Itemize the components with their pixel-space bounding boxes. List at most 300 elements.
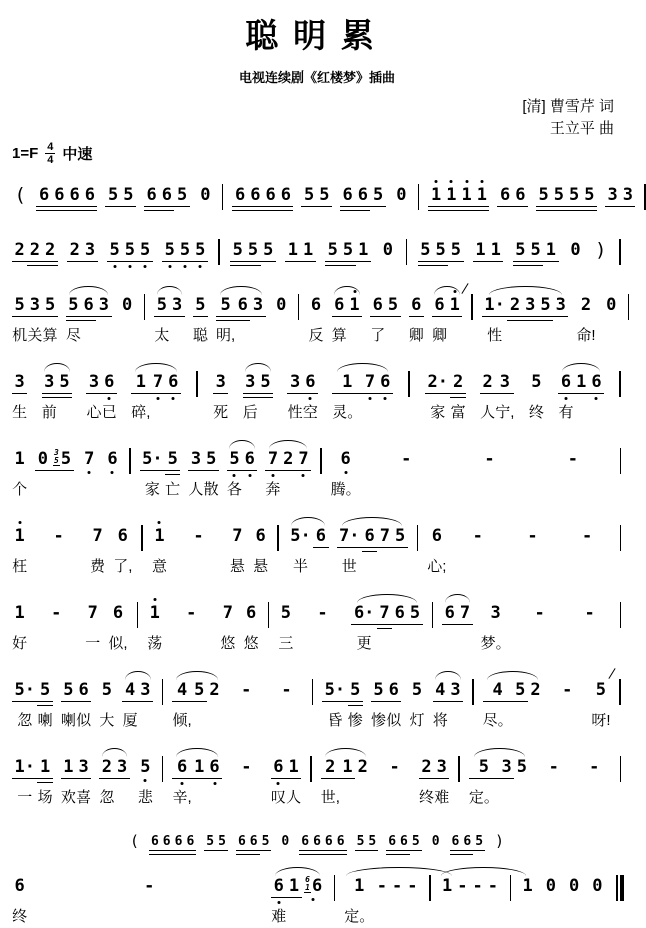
note — [362, 372, 377, 424]
lyric-text: 已 — [101, 404, 117, 421]
note — [313, 526, 328, 578]
barline — [162, 756, 164, 782]
octave-dot-high — [353, 290, 356, 293]
note-group — [152, 516, 167, 578]
underline-zone — [107, 260, 122, 270]
underline-zone — [86, 392, 101, 402]
note-digit: 6 — [246, 603, 257, 623]
note-digit: - — [582, 526, 593, 546]
note-digit: 5 — [368, 834, 377, 849]
note — [457, 603, 472, 655]
note-group — [287, 362, 318, 424]
slur-arc — [487, 671, 538, 680]
note — [409, 295, 424, 347]
note-digit: 3 — [450, 680, 461, 700]
note — [37, 680, 52, 732]
note — [207, 680, 222, 732]
note-digit: 6 — [315, 526, 327, 546]
octave-dot-low — [144, 265, 147, 268]
underline-zone — [188, 469, 203, 479]
note-group — [230, 230, 276, 270]
underline-zone — [582, 623, 597, 633]
note-digit: 6 — [324, 834, 333, 849]
note-group — [85, 593, 100, 655]
paren-text: ) — [595, 239, 607, 261]
note-digit: 5 — [373, 680, 384, 700]
note-digit: 6 — [112, 603, 124, 623]
underline-zone — [245, 260, 260, 270]
lyric-text: 算 — [42, 327, 58, 344]
underline-zone — [248, 849, 260, 857]
note — [166, 372, 181, 424]
note — [230, 240, 245, 270]
note-group — [480, 362, 514, 424]
note-digit: 7 — [222, 603, 234, 623]
barline — [162, 679, 164, 705]
note-digit: 1 — [152, 526, 167, 546]
underline-zone — [235, 315, 250, 325]
underline-zone — [248, 205, 263, 215]
note — [551, 185, 566, 215]
duration-dash-group — [230, 670, 262, 732]
note-digit: 1 — [358, 240, 369, 260]
note-digit: - — [376, 876, 387, 896]
underline-zone — [159, 205, 174, 215]
note-digit: 1 — [147, 603, 162, 623]
duration-dash — [51, 526, 66, 578]
underline-zone — [192, 700, 207, 710]
note-digit: 2 — [482, 372, 493, 392]
note-digit: 3 — [172, 295, 183, 315]
note-digit: 1 — [288, 876, 300, 896]
underline-zone — [191, 546, 206, 556]
note — [311, 834, 323, 857]
note-group — [61, 670, 92, 732]
note-group — [331, 439, 361, 501]
note — [332, 372, 362, 424]
note-digit: 5· — [142, 449, 163, 469]
underline-zone — [239, 777, 254, 787]
paren-glyph — [128, 834, 141, 857]
underline-zone — [82, 205, 97, 215]
note-digit: 6 — [265, 185, 276, 205]
underline-zone — [495, 392, 514, 402]
note — [301, 185, 316, 215]
note-group — [244, 593, 259, 655]
underline-zone — [351, 623, 376, 633]
note-digit: 6 — [107, 449, 118, 469]
underline-zone — [243, 392, 258, 402]
underline-zone — [323, 849, 335, 857]
lyric-text: 前 — [41, 404, 57, 421]
note — [450, 834, 462, 857]
note-digit: 5 — [179, 240, 191, 260]
note — [170, 295, 185, 347]
tempo-marking: 中速 — [62, 146, 93, 163]
underline-zone — [488, 260, 503, 270]
barline — [298, 294, 300, 320]
underline-zone — [51, 546, 66, 556]
note-digit: 5 — [478, 757, 490, 777]
underline-zone — [184, 623, 199, 633]
underline-zone — [260, 849, 272, 857]
underline-zone — [370, 205, 385, 215]
note-digit: 5 — [14, 295, 25, 315]
note-group — [12, 362, 27, 424]
lyric-text: 一 — [85, 635, 101, 652]
note-digit: 5 — [387, 295, 399, 315]
parenthesis — [593, 230, 609, 270]
note-group — [213, 362, 228, 424]
underline-zone — [204, 469, 219, 479]
song-subtitle: 电视连续剧《红楼梦》插曲 — [238, 70, 395, 85]
duration-dash-group — [509, 516, 556, 578]
underline-zone — [331, 469, 361, 479]
note — [370, 185, 385, 215]
note-digit: 5· — [14, 680, 35, 700]
underline-zone — [102, 392, 117, 402]
rest-note — [198, 185, 213, 215]
underline-zone — [528, 260, 543, 270]
barline — [144, 294, 146, 320]
octave-dot-high — [158, 521, 161, 524]
note-group — [36, 175, 97, 215]
underline-zone — [43, 260, 58, 270]
underline-zone — [593, 260, 609, 270]
note — [427, 526, 446, 578]
note-group — [42, 362, 73, 424]
note — [296, 449, 311, 501]
note-digit: 5 — [280, 603, 292, 623]
note-digit: 3 — [14, 372, 25, 392]
underline-zone — [507, 315, 522, 325]
note-group — [299, 824, 346, 857]
note — [51, 449, 74, 501]
note-digit: 4 — [435, 680, 446, 700]
note — [322, 680, 347, 732]
underline-zone — [263, 205, 278, 215]
note-digit: 7 — [459, 603, 471, 623]
note-digit: 0 — [122, 295, 133, 315]
lyric-text: 各 — [226, 481, 242, 498]
note-digit: 2 — [45, 240, 56, 260]
underline-zone — [574, 392, 589, 402]
duration-dash — [49, 603, 64, 655]
underline-zone — [513, 260, 528, 270]
note-digit: - — [241, 757, 252, 777]
underline-zone — [315, 623, 330, 633]
slur-arc — [135, 363, 177, 372]
parenthesis — [128, 824, 141, 857]
note — [495, 372, 514, 424]
lyric-text: 了 — [370, 327, 386, 344]
note-digit: 6 — [444, 603, 455, 623]
underline-zone — [12, 777, 37, 787]
octave-dot-low — [213, 782, 216, 785]
note — [589, 372, 604, 424]
lyric-text: 亡 — [165, 481, 181, 498]
note-digit: 6 — [176, 757, 188, 777]
slur-arc — [435, 671, 461, 680]
slur-arc — [275, 867, 320, 876]
note-group — [419, 747, 450, 809]
underline-zone — [227, 469, 242, 479]
note — [288, 526, 313, 578]
note — [499, 757, 514, 809]
note-digit: 5 — [538, 185, 549, 205]
underline-zone — [114, 777, 129, 787]
note — [76, 680, 91, 732]
duration-dash — [142, 876, 157, 928]
note — [340, 185, 355, 215]
note-group — [12, 593, 27, 655]
lyric-text: 难 — [434, 789, 450, 806]
note-group — [380, 230, 395, 270]
note-digit: 1 — [545, 240, 556, 260]
note-digit: 5 — [68, 295, 79, 315]
note — [27, 295, 42, 347]
underline-zone — [122, 700, 137, 710]
note — [497, 185, 512, 215]
note — [278, 603, 293, 655]
underline-zone — [131, 392, 150, 402]
barline — [218, 239, 220, 265]
note-digit: 6 — [54, 185, 65, 205]
note — [398, 834, 410, 857]
duration-dash-group — [35, 593, 77, 655]
underline-zone — [470, 896, 485, 906]
underline-zone — [567, 896, 582, 906]
underline-zone — [605, 205, 620, 215]
note-group — [138, 747, 153, 809]
note-digit: 3 — [555, 295, 566, 315]
note-digit: 5 — [475, 834, 484, 849]
note-digit: 1 — [135, 372, 146, 392]
note — [348, 680, 363, 732]
duration-dash — [565, 449, 580, 501]
note-digit: 6 — [463, 834, 472, 849]
octave-dot-high — [153, 598, 156, 601]
note-group — [105, 439, 120, 501]
note-group — [442, 593, 473, 655]
note-digit: 2 — [29, 240, 40, 260]
note-digit: 3 — [215, 372, 226, 392]
note-group — [107, 230, 153, 270]
underline-zone — [174, 205, 189, 215]
underline-zone — [560, 700, 575, 710]
note-digit: - — [392, 876, 403, 896]
note-digit: 1 — [303, 240, 314, 260]
note-group — [188, 439, 219, 501]
note-group — [35, 439, 73, 501]
note — [286, 757, 301, 809]
underline-zone — [448, 700, 463, 710]
duration-dash-group — [569, 593, 611, 655]
note-digit: 6 1 6 — [305, 875, 323, 896]
lyric-text: 费 — [90, 558, 106, 575]
underline-zone — [604, 315, 619, 325]
note-group — [418, 230, 464, 270]
note — [308, 295, 323, 347]
note — [242, 449, 257, 501]
underline-zone — [440, 896, 455, 906]
underline-zone — [99, 700, 114, 710]
underline-zone — [230, 546, 245, 556]
note-digit: - — [589, 757, 600, 777]
note-digit: 6 — [244, 449, 255, 469]
note-digit: 3 — [490, 603, 501, 623]
note — [448, 680, 463, 732]
note-digit: 2 — [530, 680, 541, 700]
note — [149, 834, 161, 857]
note-digit: 1 — [576, 372, 587, 392]
note — [81, 295, 96, 347]
duration-dash — [532, 603, 547, 655]
note — [253, 526, 268, 578]
note — [355, 185, 370, 215]
note-digit: 5 — [411, 680, 423, 700]
rest-note — [590, 876, 605, 928]
slur-arc — [337, 363, 388, 372]
note-digit: 6 — [434, 295, 445, 315]
underline-zone — [285, 260, 300, 270]
note — [325, 240, 340, 270]
barline — [429, 875, 431, 901]
underline-zone — [553, 315, 568, 325]
note-digit: 1 — [447, 295, 462, 315]
lyric-text: 更 — [356, 635, 372, 652]
underline-zone — [497, 205, 512, 215]
lyric-text: 世 — [341, 558, 357, 575]
underline-zone — [483, 700, 513, 710]
underline-zone — [582, 205, 597, 215]
note-digit: 6 — [273, 876, 284, 896]
underline-zone — [433, 260, 448, 270]
note-digit: - — [584, 603, 595, 623]
slur-arc — [44, 363, 70, 372]
lyric-text: 终 — [419, 789, 435, 806]
note-digit: 5 — [540, 295, 551, 315]
note-digit: 6· — [353, 603, 375, 623]
key-signature-line — [6, 142, 628, 165]
note-digit: 3 — [44, 372, 55, 392]
octave-dot-low — [248, 474, 251, 477]
note-group — [67, 230, 98, 270]
note-digit: 5 — [593, 680, 608, 700]
octave-dot-low — [564, 397, 567, 400]
note — [434, 757, 449, 809]
underline-zone — [407, 623, 422, 633]
lyric-text: 心; — [427, 558, 447, 575]
underline-zone — [61, 777, 76, 787]
note — [154, 295, 169, 347]
note-digit: 5 — [101, 680, 112, 700]
underline-zone — [473, 260, 488, 270]
composer-credit: 王立平 曲 — [549, 120, 614, 137]
note-digit: 2 — [357, 757, 368, 777]
underline-zone — [340, 777, 355, 787]
note — [192, 680, 207, 732]
underline-zone — [558, 392, 573, 402]
note-digit: 6 — [591, 372, 602, 392]
note — [440, 876, 455, 928]
lyric-text: 难 — [271, 908, 287, 925]
note-digit: 5 — [140, 240, 151, 260]
note-group — [536, 175, 597, 215]
note-group — [590, 866, 605, 928]
music-system — [8, 866, 626, 928]
note-digit: - — [281, 680, 292, 700]
underline-zone — [580, 546, 595, 556]
credits-block — [6, 96, 628, 140]
note-digit: 0 — [606, 295, 617, 315]
underline-zone — [303, 392, 318, 402]
slur-arc — [291, 517, 325, 526]
note — [82, 449, 97, 501]
underline-zone — [405, 896, 420, 906]
duration-dash — [587, 757, 602, 809]
note-digit: 4 — [124, 680, 136, 700]
underline-zone — [67, 205, 82, 215]
note — [356, 240, 371, 270]
slur-arc — [489, 286, 562, 295]
barline — [137, 602, 139, 628]
note-digit: 1 — [39, 757, 51, 777]
note-group — [450, 824, 485, 857]
note — [12, 240, 27, 270]
note-digit: 1 — [288, 757, 299, 777]
note — [523, 295, 538, 347]
duration-dash — [582, 603, 597, 655]
rest-note — [380, 240, 395, 270]
note-digit: 7· — [339, 526, 360, 546]
note — [488, 240, 503, 270]
underline-zone — [448, 260, 463, 270]
note-digit: 7 — [379, 603, 390, 623]
note — [144, 185, 159, 215]
note-digit: 3 — [525, 295, 536, 315]
note — [27, 240, 42, 270]
note — [480, 372, 495, 424]
note-digit: 5 — [342, 240, 354, 260]
underline-zone — [12, 623, 27, 633]
note-group — [61, 747, 92, 809]
octave-dot-low — [309, 397, 312, 400]
note-digit: 0 — [396, 185, 407, 205]
note-group — [236, 824, 271, 857]
note — [216, 295, 235, 347]
lyric-text: 枉 — [12, 558, 28, 575]
note-group — [220, 593, 235, 655]
note-group — [230, 516, 245, 578]
duration-dash — [470, 526, 485, 578]
octave-dot-low — [88, 471, 91, 474]
note-group — [12, 285, 58, 347]
underline-zone — [81, 315, 96, 325]
note-digit: 3 — [252, 295, 264, 315]
underline-zone — [566, 205, 581, 215]
underline-zone — [12, 315, 27, 325]
underline-zone — [591, 700, 610, 710]
note — [299, 834, 311, 857]
note-group — [288, 516, 329, 578]
lyric-text: 半 — [293, 558, 309, 575]
note-group — [483, 670, 544, 732]
note-digit: 6 — [400, 834, 408, 849]
underline-zone — [493, 849, 506, 857]
underline-zone — [340, 205, 355, 215]
paren-glyph — [593, 240, 609, 270]
